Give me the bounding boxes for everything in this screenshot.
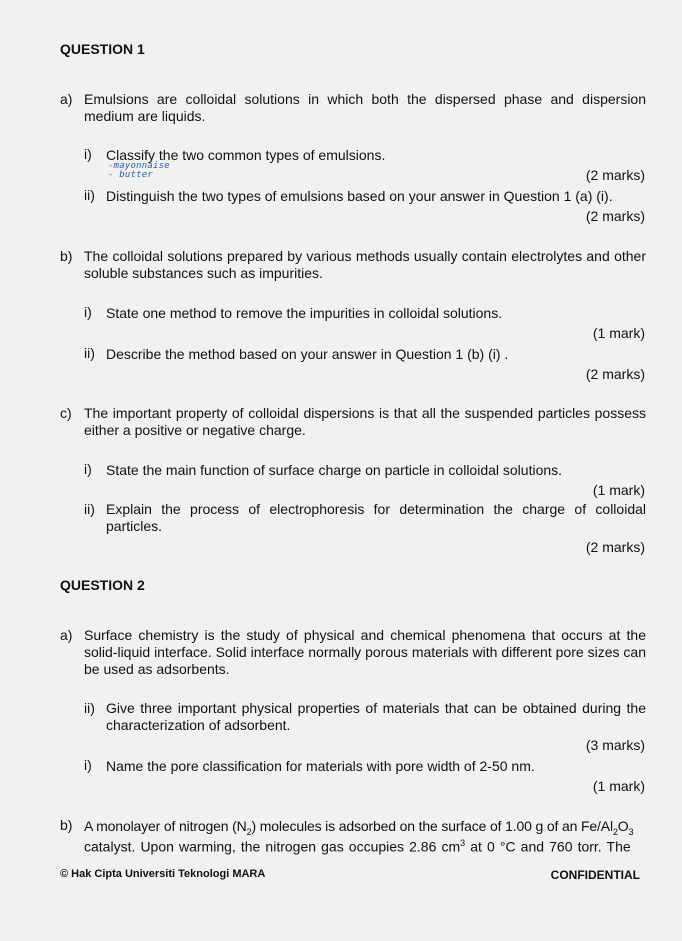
handwritten-answer-1: -mayonnaise bbox=[108, 161, 170, 171]
q1c-label: c) bbox=[60, 405, 72, 421]
q1c-text: The important property of colloidal dispersions is that all the suspended particles possess either a positive or negative charge. bbox=[84, 405, 646, 438]
q1a-i-marks: (2 marks) bbox=[585, 167, 645, 183]
q2a-ii-marks: (3 marks) bbox=[585, 737, 645, 753]
q1c-i-label: i) bbox=[84, 461, 92, 477]
q2a-label: a) bbox=[60, 627, 73, 643]
q1b-label: b) bbox=[60, 248, 73, 264]
q1c-i-text: State the main function of surface charge on particle in colloidal solutions. bbox=[106, 462, 563, 478]
q2a-i-marks: (1 mark) bbox=[592, 778, 645, 794]
q1c-ii-label: ii) bbox=[84, 501, 95, 517]
q2b-line-1: A monolayer of nitrogen $(N_2)$ molecules is adsorbed on the surface of 1.00 g of an $Fe/Al_2O_3$ bbox=[84, 818, 634, 837]
q1a-i-text: Classify the two common types of emulsions. bbox=[106, 147, 386, 163]
q1b-ii-marks: (2 marks) bbox=[585, 366, 645, 382]
q2a-i-text: Name the pore classification for materials with pore width of 2-50 nm. bbox=[106, 758, 535, 774]
q1b-ii-text: Describe the method based on your answer in Question 1 (b) (i) . bbox=[106, 346, 509, 362]
q1c-ii-marks: (2 marks) bbox=[585, 539, 645, 555]
q1c-i-marks: (1 mark) bbox=[592, 482, 645, 498]
handwritten-answer-2: - butter bbox=[108, 170, 153, 180]
q2a-ii-label: ii) bbox=[84, 700, 95, 716]
q1a-ii-label: ii) bbox=[84, 187, 95, 203]
question-2-heading: QUESTION 2 bbox=[60, 577, 145, 593]
q1a-i-label: i) bbox=[84, 146, 92, 162]
q1b-ii-label: ii) bbox=[84, 345, 95, 361]
q1a-ii-text: Distinguish the two types of emulsions based on your answer in Question 1 (a) (i). bbox=[106, 188, 613, 204]
q1a-label: a) bbox=[60, 91, 73, 107]
q2b-label: b) bbox=[60, 817, 73, 833]
footer-copyright: © Hak Cipta Universiti Teknologi MARA bbox=[60, 868, 266, 880]
q1b-text: The colloidal solutions prepared by various methods usually contain electrolytes and other soluble substances such as impurities. bbox=[84, 248, 646, 281]
q1a-text: Emulsions are colloidal solutions in which both the dispersed phase and dispersion medium are liquids. bbox=[84, 91, 646, 124]
footer-confidential: CONFIDENTIAL bbox=[550, 868, 640, 882]
q1b-i-label: i) bbox=[84, 304, 92, 320]
q1b-i-text: State one method to remove the impurities in colloidal solutions. bbox=[106, 305, 503, 321]
question-1-heading: QUESTION 1 bbox=[60, 41, 145, 57]
q1b-i-marks: (1 mark) bbox=[592, 325, 645, 341]
q2a-i-label: i) bbox=[84, 757, 92, 773]
q1a-ii-marks: (2 marks) bbox=[585, 208, 645, 224]
q1c-ii-text: Explain the process of electrophoresis for determination the charge of colloidal particles. bbox=[106, 501, 646, 534]
q2a-text: Surface chemistry is the study of physical and chemical phenomena that occurs at the solid-liquid interface. Solid interface normally porous materials with different pore sizes can be used as adsorbents. bbox=[84, 627, 646, 677]
q2a-ii-text: Give three important physical properties of materials that can be obtained during the characterization of adsorbent. bbox=[106, 700, 646, 733]
q2b-line-2: catalyst. Upon warming, the nitrogen gas occupies 2.86 $cm^3$ at 0 °C and 760 torr. The bbox=[84, 838, 631, 855]
